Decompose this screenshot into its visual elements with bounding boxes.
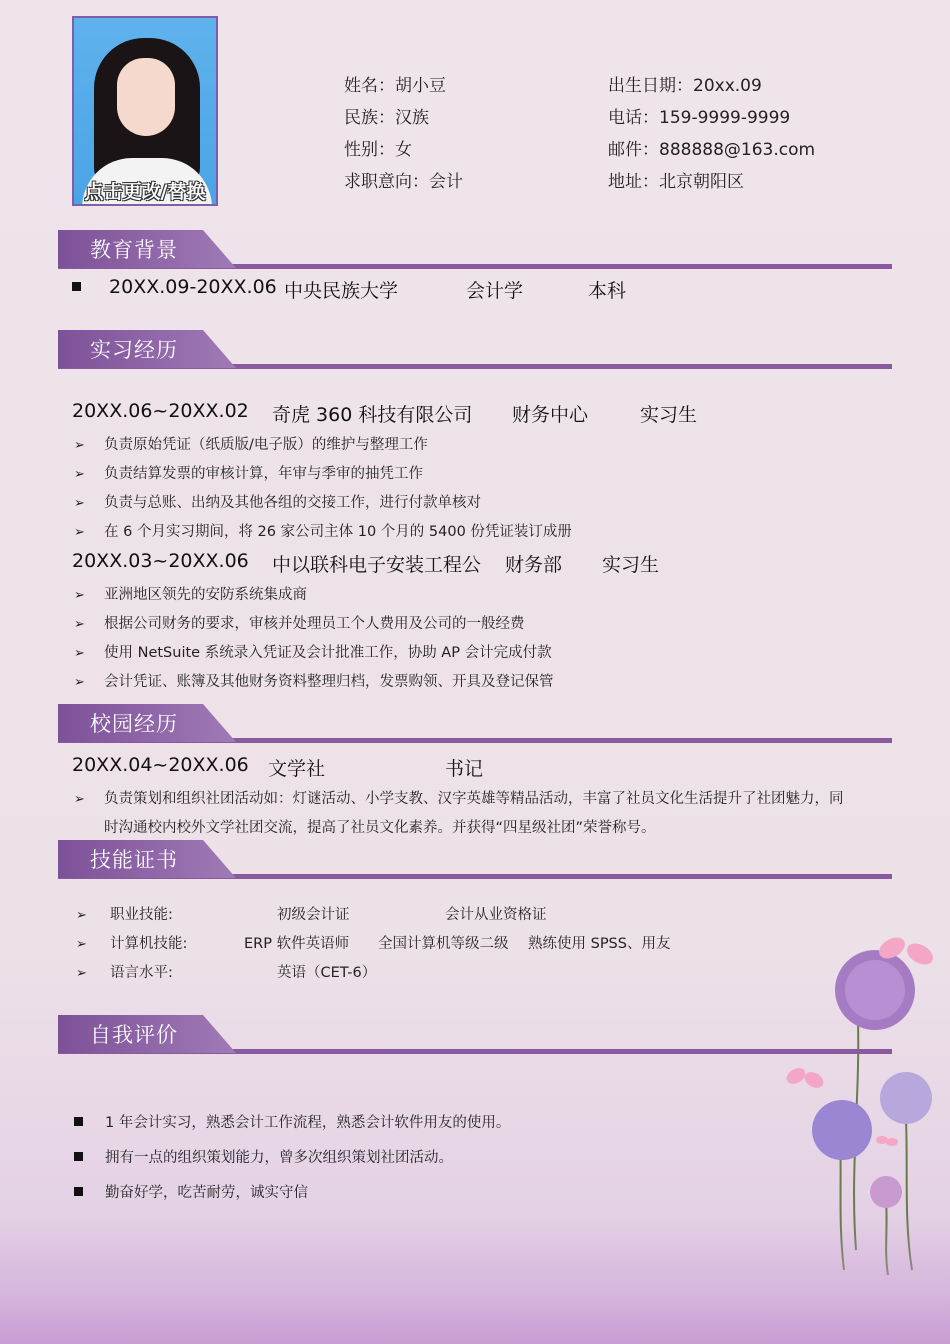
section-campus <box>58 704 892 746</box>
job-role: 实习生 <box>640 404 698 426</box>
arrow-bullet-icon: ➢ <box>74 467 85 482</box>
profile-phone: 电话：159-9999-9999 <box>608 108 791 128</box>
profile-email: 邮件：888888@163.com <box>608 140 816 160</box>
profile-intention: 求职意向：会计 <box>344 172 463 192</box>
arrow-bullet-icon: ➢ <box>74 792 85 807</box>
arrow-bullet-icon: ➢ <box>74 617 85 632</box>
job-company: 中以联科电子安装工程公 <box>272 554 482 576</box>
profile-address: 地址：北京朝阳区 <box>608 172 744 192</box>
skill-value: 全国计算机等级二级 <box>378 936 509 952</box>
job-date: 20XX.06~20XX.02 <box>72 400 249 422</box>
section-internship <box>58 330 892 372</box>
arrow-bullet-icon: ➢ <box>76 908 87 923</box>
square-bullet-icon <box>72 282 81 291</box>
skill-row: ➢ 职业技能: <box>76 907 173 923</box>
profile-gender: 性别：女 <box>344 140 412 160</box>
photo-face <box>117 58 175 136</box>
arrow-bullet-icon: ➢ <box>74 675 85 690</box>
arrow-bullet-icon: ➢ <box>74 438 85 453</box>
arrow-bullet-icon: ➢ <box>74 496 85 511</box>
profile-birth: 出生日期：20xx.09 <box>608 76 762 96</box>
list-item: ➢ 负责策划和组织社团活动如：灯谜活动、小学支教、汉字英雄等精品活动，丰富了社员文化生活提升了社团魅力，同 <box>74 791 844 807</box>
campus-date: 20XX.04~20XX.06 <box>72 754 249 776</box>
education-major: 会计学 <box>466 280 524 302</box>
list-item: ➢ 负责与总账、出纳及其他各组的交接工作，进行付款单核对 <box>74 495 481 511</box>
skill-value: 英语（CET-6） <box>277 965 377 981</box>
list-item: ➢ 亚洲地区领先的安防系统集成商 <box>74 587 307 603</box>
square-bullet-icon <box>74 1187 83 1196</box>
square-bullet-icon <box>74 1152 83 1161</box>
skill-value: 初级会计证 <box>277 907 350 923</box>
profile-ethnicity: 民族：汉族 <box>344 108 429 128</box>
profile-photo[interactable] <box>72 16 218 206</box>
list-item: ➢ 负责结算发票的审核计算，年审与季审的抽凭工作 <box>74 466 423 482</box>
section-title: 自我评价 <box>90 1023 178 1047</box>
list-item-continuation: 时沟通校内校外文学社团交流，提高了社员文化素养。并获得“四星级社团”荣誉称号。 <box>104 820 656 836</box>
section-title: 教育背景 <box>90 238 178 262</box>
arrow-bullet-icon: ➢ <box>74 588 85 603</box>
list-item: 1 年会计实习，熟悉会计工作流程，熟悉会计软件用友的使用。 <box>74 1111 510 1132</box>
list-item: ➢ 负责原始凭证（纸质版/电子版）的维护与整理工作 <box>74 437 428 453</box>
list-item: ➢ 会计凭证、账簿及其他财务资料整理归档，发票购领、开具及登记保管 <box>74 674 554 690</box>
section-education <box>58 230 892 272</box>
section-title: 技能证书 <box>90 848 178 872</box>
job-dept: 财务中心 <box>512 404 589 426</box>
list-item: 拥有一点的组织策划能力，曾多次组织策划社团活动。 <box>74 1146 453 1167</box>
skill-value: 熟练使用 SPSS、用友 <box>528 936 671 952</box>
skill-row: ➢ 计算机技能: <box>76 936 188 952</box>
education-date: 20XX.09-20XX.06 <box>109 276 277 298</box>
water-decoration <box>0 1220 950 1344</box>
arrow-bullet-icon: ➢ <box>74 646 85 661</box>
job-date: 20XX.03~20XX.06 <box>72 550 249 572</box>
campus-org: 文学社 <box>268 758 326 780</box>
profile-col-left <box>344 70 463 198</box>
section-self-evaluation <box>58 1015 892 1057</box>
list-item: ➢ 使用 NetSuite 系统录入凭证及会计批准工作，协助 AP 会计完成付款 <box>74 645 552 661</box>
skill-value: ERP 软件英语师 <box>244 936 350 952</box>
section-title: 校园经历 <box>90 712 178 736</box>
list-item: ➢ 在 6 个月实习期间，将 26 家公司主体 10 个月的 5400 份凭证装订成册 <box>74 524 572 540</box>
profile-col-right <box>608 70 815 198</box>
job-dept: 财务部 <box>505 554 563 576</box>
skill-row: ➢ 语言水平: <box>76 965 173 981</box>
education-school: 中央民族大学 <box>284 280 399 302</box>
square-bullet-icon <box>74 1117 83 1126</box>
education-degree: 本科 <box>588 280 627 302</box>
skill-value: 会计从业资格证 <box>445 907 547 923</box>
job-role: 实习生 <box>602 554 660 576</box>
profile-name: 姓名：胡小豆 <box>344 76 446 96</box>
arrow-bullet-icon: ➢ <box>76 966 87 981</box>
job-company: 奇虎 360 科技有限公司 <box>272 404 473 426</box>
list-item: ➢ 根据公司财务的要求，审核并处理员工个人费用及公司的一般经费 <box>74 616 525 632</box>
section-title: 实习经历 <box>90 338 178 362</box>
section-skills <box>58 840 892 882</box>
education-row <box>72 276 277 298</box>
photo-caption: 点击更改/替换 <box>84 181 206 203</box>
list-item: 勤奋好学，吃苦耐劳，诚实守信 <box>74 1181 308 1202</box>
campus-role: 书记 <box>445 758 484 780</box>
arrow-bullet-icon: ➢ <box>74 525 85 540</box>
arrow-bullet-icon: ➢ <box>76 937 87 952</box>
